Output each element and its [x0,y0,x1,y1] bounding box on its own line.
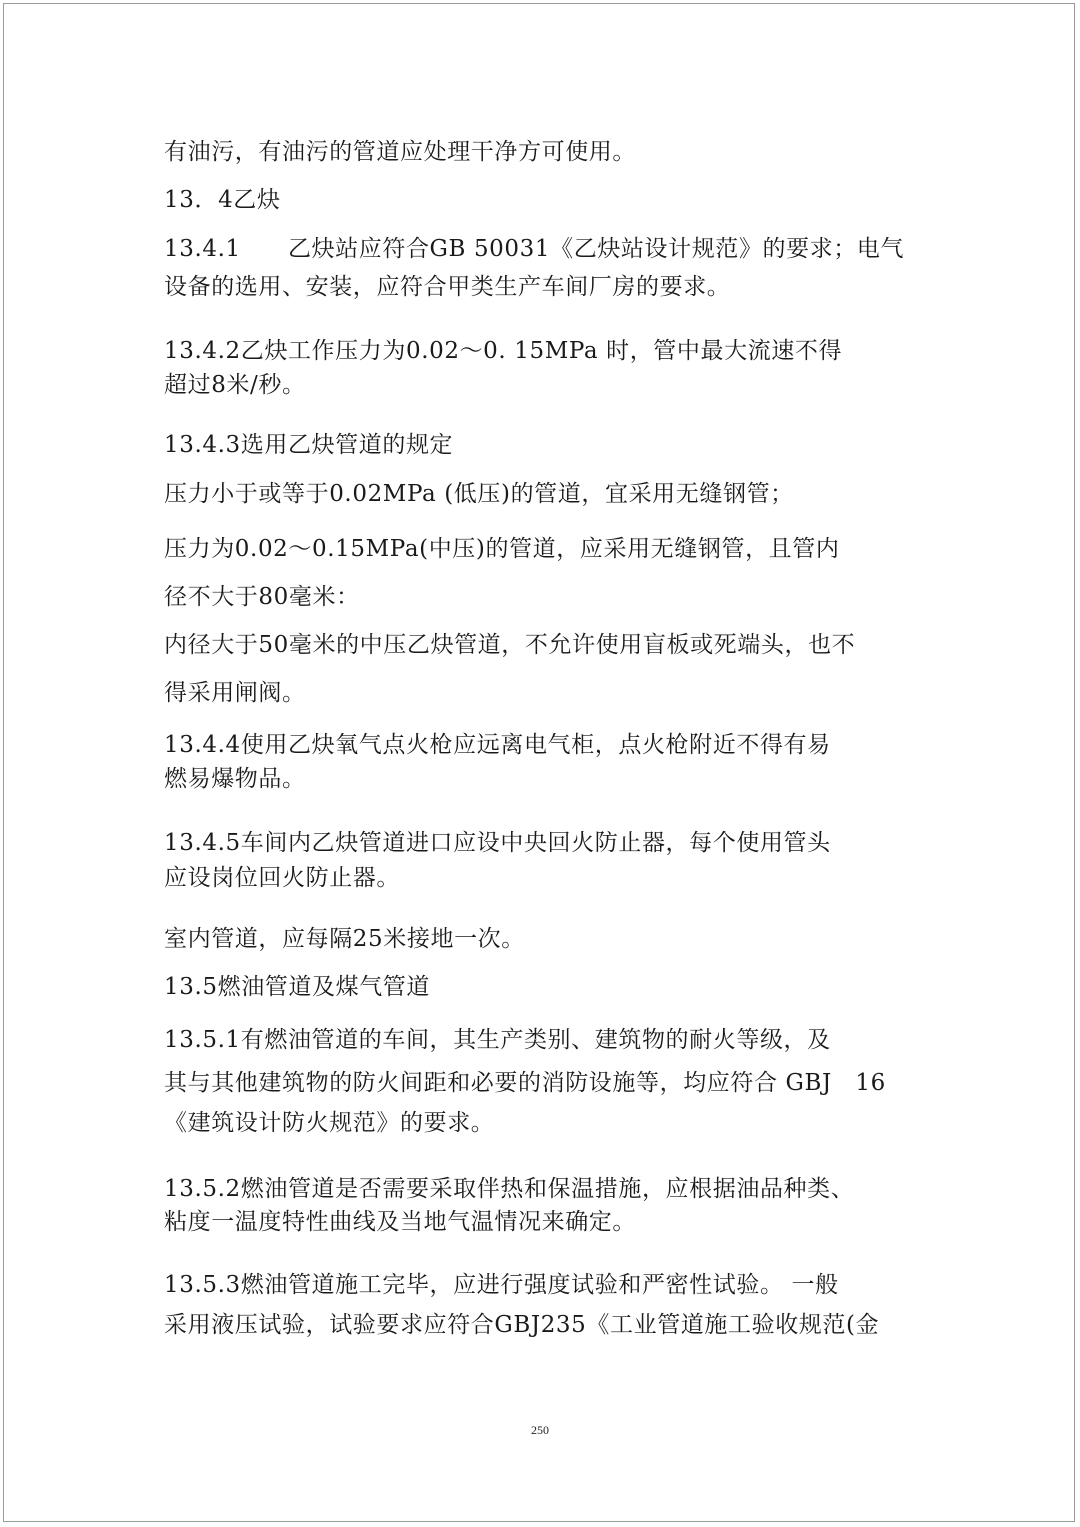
text-line: 13.5.2燃油管道是否需要采取伴热和保温措施，应根据油品种类、 [164,1176,855,1202]
section-heading: 13.5燃油管道及煤气管道 [164,974,431,1000]
text-line: 13.5.1有燃油管道的车间，其生产类别、建筑物的耐火等级，及 [164,1027,831,1053]
text-line: 超过8米/秒。 [164,372,306,398]
section-heading: 13．4乙炔 [164,187,281,213]
page-number: 250 [531,1423,549,1437]
text-line: 应设岗位回火防止器。 [164,865,400,891]
text-line: 13.5.3燃油管道施工完毕，应进行强度试验和严密性试验。 一般 [164,1272,839,1298]
text-line: 采用液压试验，试验要求应符合GBJ235《工业管道施工验收规范(金 [164,1312,880,1338]
text-line: 内径大于50毫米的中压乙炔管道，不允许使用盲板或死端头，也不 [164,632,856,658]
text-line: 压力为0.02～0.15MPa(中压)的管道，应采用无缝钢管，且管内 [164,536,840,562]
text-line: 粘度一温度特性曲线及当地气温情况来确定。 [164,1209,636,1235]
text-line: 压力小于或等于0.02MPa (低压)的管道，宜采用无缝钢管； [164,481,794,507]
text-line: 得采用闸阀。 [164,680,306,706]
text-line: 13.4.2乙炔工作压力为0.02～0. 15MPa 时，管中最大流速不得 [164,338,843,364]
text-line: 13.4.4使用乙炔氧气点火枪应远离电气柜，点火枪附近不得有易 [164,732,831,758]
section-heading: 13.4.3选用乙炔管道的规定 [164,432,454,458]
text-line: 13.4.1 乙炔站应符合GB 50031《乙炔站设计规范》的要求；电气 [164,236,905,262]
text-line: 《建筑设计防火规范》的要求。 [164,1110,495,1136]
text-line: 13.4.5车间内乙炔管道进口应设中央回火防止器，每个使用管头 [164,830,831,856]
text-line: 径不大于80毫米： [164,584,360,610]
text-line: 其与其他建筑物的防火间距和必要的消防设施等，均应符合 GBJ 16 [164,1070,886,1096]
text-line: 燃易爆物品。 [164,766,306,792]
text-line: 设备的选用、安装，应符合甲类生产车间厂房的要求。 [164,274,731,300]
text-line: 室内管道，应每隔25米接地一次。 [164,926,525,952]
text-line: 有油污，有油污的管道应处理干净方可使用。 [164,139,636,165]
